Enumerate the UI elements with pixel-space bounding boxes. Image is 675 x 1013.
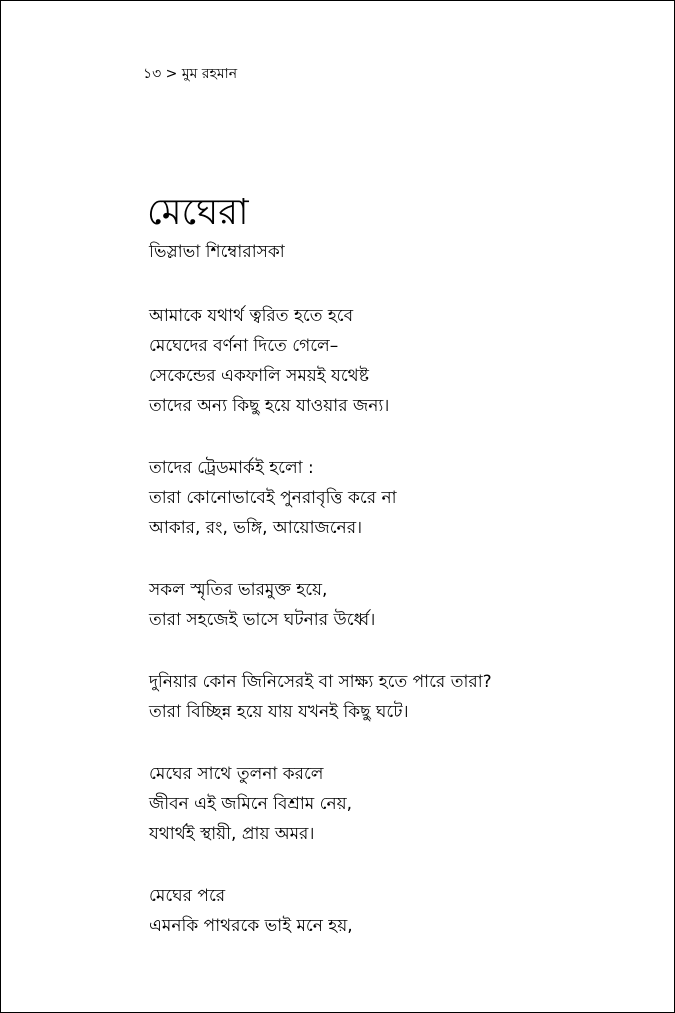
poem-title: মেঘেরা: [147, 192, 249, 233]
stanza-2: [149, 453, 649, 543]
poem-line: তারা সহজেই ভাসে ঘটনার উর্ধ্বে।: [149, 610, 376, 630]
poem-line: সেকেন্ডের একফালি সময়ই যথেষ্ট: [149, 366, 369, 386]
poem-line: এমনকি পাথরকে ভাই মনে হয়,: [149, 916, 353, 936]
poem-line: তারা বিচ্ছিন্ন হয়ে যায় যখনই কিছু ঘটে।: [149, 702, 409, 722]
poem-line: মেঘের সাথে তুলনা করলে: [149, 764, 324, 784]
poem-line: যথার্থই স্থায়ী, প্রায় অমর।: [149, 824, 315, 844]
stanza-5: [149, 759, 649, 849]
stanza-4: [149, 667, 649, 727]
stanza-1: [149, 301, 649, 421]
stanza-6: [149, 881, 649, 941]
poem-line: মেঘেদের বর্ণনা দিতে গেলে–: [149, 336, 339, 356]
poem-line: সকল স্মৃতির ভারমুক্ত হয়ে,: [149, 580, 328, 600]
stanza-3: [149, 575, 649, 635]
poem-line: আকার, রং, ভঙ্গি, আয়োজনের।: [149, 518, 363, 538]
poem-line: জীবন এই জমিনে বিশ্রাম নেয়,: [149, 794, 353, 814]
poem-line: তাদের ট্রেডমার্কই হলো :: [149, 458, 314, 478]
poem-line: তাদের অন্য কিছু হয়ে যাওয়ার জন্য।: [149, 396, 390, 416]
poem-line: দুনিয়ার কোন জিনিসেরই বা সাক্ষ্য হতে পারে তারা?: [149, 672, 492, 692]
poem-line: আমাকে যথার্থ ত্বরিত হতে হবে: [149, 306, 354, 326]
running-head: ১৩ > মুম রহমান: [143, 66, 238, 82]
poem-author: ভিস্লাভা শিম্বোরাসকা: [149, 242, 285, 262]
poem-body: [149, 301, 649, 973]
poem-line: মেঘের পরে: [149, 886, 226, 906]
poem-line: তারা কোনোভাবেই পুনরাবৃত্তি করে না: [149, 488, 397, 508]
